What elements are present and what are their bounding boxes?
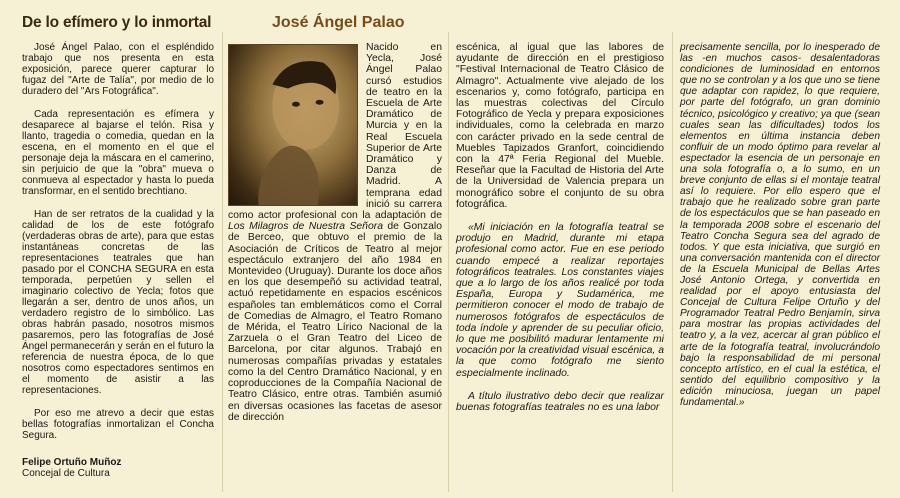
bio-column: [228, 42, 442, 435]
bio-paragraph: escénica, al igual que las labores de ayudante de dirección en el prestigioso "Festival Internacional de Teatro Clásico de Almagro". Actualmente vive alejado de los escenarios y, como fotógrafo, participa en las muestras colectivas del Círculo Fotográfico de Yecla y prepara exposiciones individuales, como la celebrada en marzo con carácter privado en la sede central de Muebles Tapizados Granfort, coincidiendo con la 47ª Feria Regional del Mueble. Reseñar que la Facultad de Historia del Arte de la Universidad de Valencia prepara un monográfico sobre el conjunto de su obra fotográfica.: [456, 42, 664, 210]
quote-paragraph: «Mi iniciación en la fotografía teatral se produjo en Madrid, durante mi etapa profesional como actor. Fue en ese periodo cuando empecé a realizar reportajes fotográficos teatrales. Los constantes viajes que a lo largo de los años realicé por toda España, Europa y Sudamérica, me permitieron conocer el modo de trabajo de numerosos fotógrafos de espectáculos de toda índole y aprender de su peculiar oficio, lo que me posibilitó madurar lentamente mi vocación por la creatividad visual escénica, a la que como fotógrafo me siento especialmente inclinado.: [456, 222, 664, 379]
article-title-left: De lo efímero y lo inmortal: [22, 14, 212, 31]
bio-paragraph: Nacido en Yecla, José Ángel Palao cursó estudios de teatro en la Escuela de Arte Dramático de Murcia y en la Real Escuela Superior de Arte Dramático y Danza de Madrid. A temprana edad inició su carrera como actor profesional con la adaptación de Los Milagros de Nuestra Señora de Gonzalo de Berceo, que obtuvo el premio de la Asociación de Críticos de Teatro al mejor espectáculo extranjero del año 1984 en Montevideo (Uruguay). Durante los doce años en los que desempeñó su actividad teatral, actuó repetidamente en espacios escénicos españoles tan emblemáticos como el Corral de Comedias de Almagro, el Teatro Romano de Mérida, el Teatro Lírico Nacional de la Zarzuela o el Gran Teatro del Liceo de Barcelona, por citar algunos. Trabajó en numerosas compañías privadas y estatales como la del Centro Dramático Nacional, y en coproducciones de la Compañía Nacional de Teatro Clásico, entre otras. También asumió en diversas ocasiones las facetas de asesor de dirección: [228, 42, 442, 423]
portrait-photo-icon: [228, 44, 358, 206]
column-divider: [222, 32, 223, 492]
signature-role: Concejal de Cultura: [22, 468, 110, 479]
bio-column-continued: [456, 42, 664, 425]
quote-paragraph: precisamente sencilla, por lo inesperado de las -en muchos casos- desalentadoras condiciones de luminosidad en entornos que no se controlan y a los que uno se tiene que adaptar con rapidez, lo que requiere, por parte del fotógrafo, un gran dominio técnico, psicológico y creativo; ya que (sean cuales sean las dificultades) todos los elementos en última instancia deben confluir de un modo óptimo para revelar al espectador la esencia de un personaje en una sola fotografía o, a lo sumo, en un breve conjunto de ellas si el montaje teatral así lo requiere. Por ello espero que el trabajo que he realizado sobre gran parte de los espectáculos que se han paseado en la temporada 2008 sobre el escenario del Teatro Concha Segura sea del agrado de todos. Y que esta iniciativa, que surgió en una conversación mantenida con el director de la Escuela Municipal de Bellas Artes José Antonio Ortega, y convertida en realidad por el apoyo entusiasta del Concejal de Cultura Felipe Ortuño y del Programador Teatral Pedro Benjamín, sirva para mostrar las propias actividades del teatro y, a la vez, acercar al gran público el arte de la fotografía teatral, involucrándolo bajo la responsabilidad de mi personal concepto artístico, en el cual la estética, el sentido del equilibrio compositivo y la edición minuciosa, juegan un papel fundamental.»: [680, 42, 880, 408]
intro-paragraph: Han de ser retratos de la cualidad y la calidad de los de este fotógrafo (verdaderas obras de arte), para que estas instantáneas concretas de las representaciones teatrales que han pasado por el CONCHA SEGURA en esta temporada, perpetúen y sellen el imaginario colectivo de Yecla; fotos que llegarán a ser, dentro de unos años, un verdadero registro de lo simbólico. Las obras habrán pasado, nosotros mismos pasaremos, pero las fotografías de José Ángel permanecerán y serán en el futuro la referencia de nuestra época, de lo que nosotros como espectadores sentimos en el momento de asistir a las representaciones.: [22, 209, 214, 396]
signature-name: Felipe Ortuño Muñoz: [22, 457, 122, 468]
quote-paragraph: A título ilustrativo debo decir que realizar buenas fotografías teatrales no es una labor: [456, 390, 664, 414]
intro-paragraph: José Ángel Palao, con el espléndido trabajo que nos presenta en esta exposición, parece querer capturar lo fugaz del "Arte de Talía", por medio de lo duradero del "Ars Fotográfica".: [22, 42, 214, 97]
intro-column: [22, 42, 214, 479]
article-title-right: José Ángel Palao: [272, 14, 405, 31]
column-divider: [448, 32, 449, 492]
intro-paragraph: Por eso me atrevo a decir que estas bellas fotografías inmortalizan el Concha Segura.: [22, 408, 214, 441]
intro-paragraph: Cada representación es efímera y desaparece al bajarse el telón. Risa y llanto, tragedia o comedia, quedan en la escena, en el momento en el que el personaje deja la máscara en el camerino, sin perjuicio de que la "obra" mueva o conmueva al espectador y hasta lo pueda transformar, en el sentido brechtiano.: [22, 109, 214, 197]
column-divider: [672, 32, 673, 492]
quote-column: [680, 42, 880, 420]
